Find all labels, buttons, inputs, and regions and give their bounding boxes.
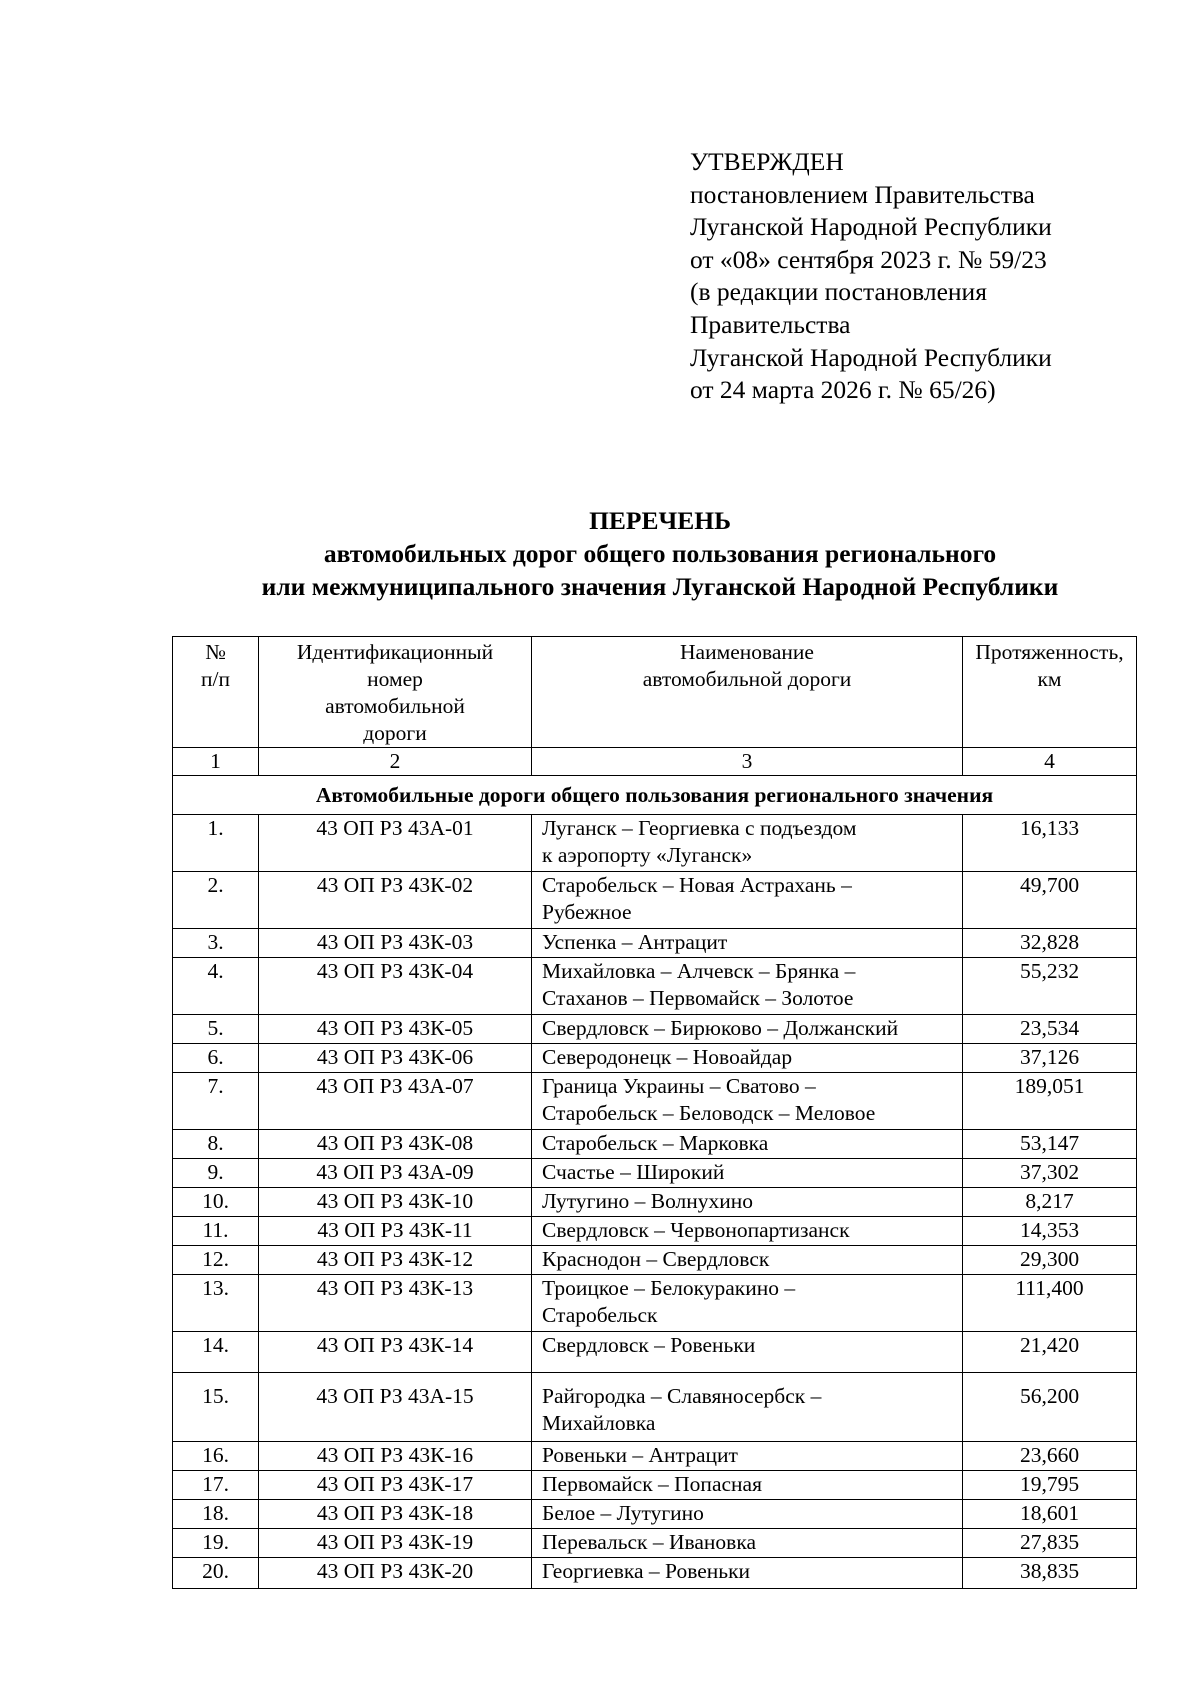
table-row — [173, 1373, 1137, 1442]
approval-line: от «08» сентября 2023 г. № 59/23 — [690, 244, 1047, 274]
road-name-line: Михайловка – Алчевск – Брянка – — [542, 959, 856, 983]
table-row — [173, 1044, 1137, 1073]
road-name — [532, 1275, 963, 1332]
road-name-line: Перевальск – Ивановка — [542, 1530, 756, 1554]
road-name-line: к аэропорту «Луганск» — [542, 843, 753, 867]
road-name-line: Краснодон – Свердловск — [542, 1247, 770, 1271]
table-row — [173, 1073, 1137, 1130]
table-row — [173, 1275, 1137, 1332]
road-length: 19,795 — [963, 1471, 1137, 1500]
row-number: 12. — [173, 1246, 259, 1275]
road-name-line: Успенка – Антрацит — [542, 930, 728, 954]
column-number: 1 — [173, 748, 259, 776]
title-heading: ПЕРЕЧЕНЬ — [589, 506, 731, 535]
road-name-line: Лутугино – Волнухино — [542, 1189, 754, 1213]
approval-line: Луганской Народной Республики — [690, 212, 1052, 242]
road-name-line: Белое – Лутугино — [542, 1501, 704, 1525]
road-name — [532, 929, 963, 958]
road-identifier: 43 ОП РЗ 43К-13 — [259, 1275, 532, 1332]
approval-line: постановлением Правительства — [690, 179, 1035, 209]
road-name — [532, 1217, 963, 1246]
row-number: 9. — [173, 1159, 259, 1188]
row-number: 13. — [173, 1275, 259, 1332]
section-row — [173, 776, 1137, 815]
road-name-line: Первомайск – Попасная — [542, 1472, 762, 1496]
table-row — [173, 1500, 1137, 1529]
approval-stamp — [690, 146, 1052, 407]
row-number: 17. — [173, 1471, 259, 1500]
road-identifier: 43 ОП РЗ 43К-18 — [259, 1500, 532, 1529]
row-number: 3. — [173, 929, 259, 958]
roads-table — [172, 636, 1137, 1589]
road-name — [532, 1073, 963, 1130]
table-row — [173, 1246, 1137, 1275]
road-name-line: Свердловск – Бирюково – Должанский — [542, 1016, 899, 1040]
road-identifier: 43 ОП РЗ 43К-05 — [259, 1015, 532, 1044]
header-length — [963, 637, 1137, 748]
road-length: 189,051 — [963, 1073, 1137, 1130]
road-identifier: 43 ОП РЗ 43К-16 — [259, 1442, 532, 1471]
road-identifier: 43 ОП РЗ 43К-10 — [259, 1188, 532, 1217]
road-length: 55,232 — [963, 958, 1137, 1015]
road-name-line: Старобельск – Новая Астрахань – — [542, 873, 852, 897]
road-identifier: 43 ОП РЗ 43К-02 — [259, 872, 532, 929]
header-text: дороги — [363, 721, 427, 745]
row-number: 10. — [173, 1188, 259, 1217]
table-row — [173, 1188, 1137, 1217]
road-identifier: 43 ОП РЗ 43К-08 — [259, 1130, 532, 1159]
road-identifier: 43 ОП РЗ 43А-07 — [259, 1073, 532, 1130]
road-length: 32,828 — [963, 929, 1137, 958]
row-number: 4. — [173, 958, 259, 1015]
table-row — [173, 815, 1137, 872]
road-name-line: Граница Украины – Сватово – — [542, 1074, 816, 1098]
table-row — [173, 1332, 1137, 1373]
table-header-row — [173, 637, 1137, 748]
road-name — [532, 1442, 963, 1471]
road-identifier: 43 ОП РЗ 43А-09 — [259, 1159, 532, 1188]
header-number — [173, 637, 259, 748]
header-text: автомобильной — [325, 694, 465, 718]
road-identifier: 43 ОП РЗ 43К-17 — [259, 1471, 532, 1500]
approval-line: Луганской Народной Республики — [690, 342, 1052, 372]
road-name — [532, 872, 963, 929]
road-name — [532, 1159, 963, 1188]
road-length: 53,147 — [963, 1130, 1137, 1159]
road-length: 56,200 — [963, 1373, 1137, 1442]
document-title — [160, 504, 1160, 603]
road-name — [532, 958, 963, 1015]
table-row — [173, 1442, 1137, 1471]
road-name-line: Рубежное — [542, 900, 632, 924]
table-row — [173, 1159, 1137, 1188]
row-number: 5. — [173, 1015, 259, 1044]
road-name — [532, 1471, 963, 1500]
road-name-line: Луганск – Георгиевка с подъездом — [542, 816, 857, 840]
road-identifier: 43 ОП РЗ 43А-15 — [259, 1373, 532, 1442]
table-row — [173, 872, 1137, 929]
table-row — [173, 1015, 1137, 1044]
table-row — [173, 1130, 1137, 1159]
approval-line: от 24 марта 2026 г. № 65/26) — [690, 375, 996, 405]
table-row — [173, 1217, 1137, 1246]
road-name-line: Райгородка – Славяносербск – — [542, 1384, 822, 1408]
road-name-line: Старобельск – Марковка — [542, 1131, 769, 1155]
road-name — [532, 1130, 963, 1159]
table-row — [173, 929, 1137, 958]
road-identifier: 43 ОП РЗ 43К-03 — [259, 929, 532, 958]
header-text: автомобильной дороги — [642, 667, 852, 691]
road-length: 27,835 — [963, 1529, 1137, 1558]
road-name — [532, 1044, 963, 1073]
row-number: 6. — [173, 1044, 259, 1073]
column-number: 2 — [259, 748, 532, 776]
column-number-row — [173, 748, 1137, 776]
row-number: 15. — [173, 1373, 259, 1442]
road-name — [532, 1373, 963, 1442]
approval-line: Правительства — [690, 309, 851, 339]
approval-line: УТВЕРЖДЕН — [690, 147, 844, 176]
road-length: 14,353 — [963, 1217, 1137, 1246]
header-text: Идентификационный — [296, 640, 494, 664]
road-length: 111,400 — [963, 1275, 1137, 1332]
column-number: 3 — [532, 748, 963, 776]
road-length: 23,534 — [963, 1015, 1137, 1044]
table-row — [173, 1471, 1137, 1500]
road-length: 18,601 — [963, 1500, 1137, 1529]
road-name-line: Стаханов – Первомайск – Золотое — [542, 986, 854, 1010]
road-name — [532, 1188, 963, 1217]
title-subtitle-line: автомобильных дорог общего пользования регионального — [323, 539, 997, 568]
road-name — [532, 1529, 963, 1558]
approval-line: (в редакции постановления — [690, 277, 987, 307]
road-length: 16,133 — [963, 815, 1137, 872]
title-subtitle-line: или межмуниципального значения Луганской Народной Республики — [261, 572, 1059, 601]
road-identifier: 43 ОП РЗ 43К-20 — [259, 1558, 532, 1589]
header-identifier — [259, 637, 532, 748]
row-number: 2. — [173, 872, 259, 929]
road-name-line: Северодонецк – Новоайдар — [542, 1045, 793, 1069]
road-length: 8,217 — [963, 1188, 1137, 1217]
row-number: 18. — [173, 1500, 259, 1529]
row-number: 8. — [173, 1130, 259, 1159]
road-name — [532, 1558, 963, 1589]
road-identifier: 43 ОП РЗ 43К-04 — [259, 958, 532, 1015]
road-length: 37,302 — [963, 1159, 1137, 1188]
row-number: 1. — [173, 815, 259, 872]
road-name-line: Троицкое – Белокуракино – — [542, 1276, 796, 1300]
road-length: 29,300 — [963, 1246, 1137, 1275]
road-identifier: 43 ОП РЗ 43К-14 — [259, 1332, 532, 1373]
road-name — [532, 815, 963, 872]
road-name-line: Михайловка — [542, 1411, 656, 1435]
row-number: 20. — [173, 1558, 259, 1589]
road-identifier: 43 ОП РЗ 43К-12 — [259, 1246, 532, 1275]
road-length: 21,420 — [963, 1332, 1137, 1373]
road-name-line: Старобельск – Беловодск – Меловое — [542, 1101, 876, 1125]
road-identifier: 43 ОП РЗ 43К-19 — [259, 1529, 532, 1558]
road-name-line: Счастье – Широкий — [542, 1160, 725, 1184]
header-text: № — [205, 640, 226, 664]
road-identifier: 43 ОП РЗ 43К-06 — [259, 1044, 532, 1073]
road-name — [532, 1500, 963, 1529]
row-number: 19. — [173, 1529, 259, 1558]
road-identifier: 43 ОП РЗ 43А-01 — [259, 815, 532, 872]
road-length: 37,126 — [963, 1044, 1137, 1073]
road-length: 49,700 — [963, 872, 1137, 929]
road-name-line: Свердловск – Червонопартизанск — [542, 1218, 850, 1242]
header-text: Протяженность, — [975, 640, 1124, 664]
road-name — [532, 1015, 963, 1044]
header-name — [532, 637, 963, 748]
row-number: 16. — [173, 1442, 259, 1471]
row-number: 14. — [173, 1332, 259, 1373]
table-row — [173, 1529, 1137, 1558]
header-text: Наименование — [680, 640, 814, 664]
row-number: 11. — [173, 1217, 259, 1246]
header-text: п/п — [201, 667, 230, 691]
road-name — [532, 1246, 963, 1275]
road-name-line: Георгиевка – Ровеньки — [542, 1559, 751, 1583]
road-name — [532, 1332, 963, 1373]
table-row — [173, 1558, 1137, 1589]
road-name-line: Старобельск — [542, 1303, 658, 1327]
column-number: 4 — [963, 748, 1137, 776]
road-identifier: 43 ОП РЗ 43К-11 — [259, 1217, 532, 1246]
road-name-line: Свердловск – Ровеньки — [542, 1333, 756, 1357]
road-length: 38,835 — [963, 1558, 1137, 1589]
header-text: км — [1037, 667, 1062, 691]
header-text: номер — [367, 667, 423, 691]
road-name-line: Ровеньки – Антрацит — [542, 1443, 738, 1467]
section-title: Автомобильные дороги общего пользования регионального значения — [173, 776, 1137, 815]
row-number: 7. — [173, 1073, 259, 1130]
road-length: 23,660 — [963, 1442, 1137, 1471]
table-row — [173, 958, 1137, 1015]
